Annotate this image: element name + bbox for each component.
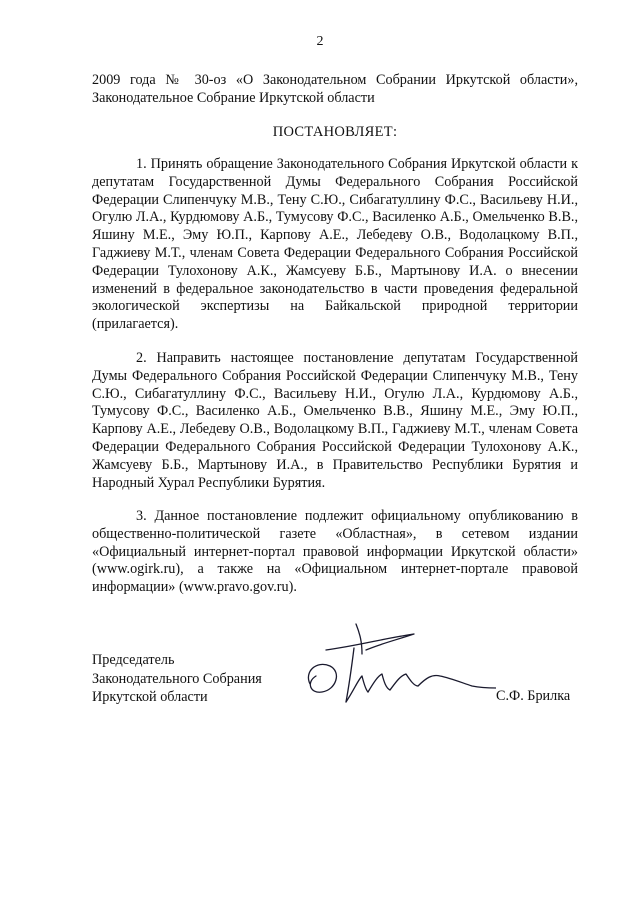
paragraph-1 bbox=[92, 156, 578, 334]
decree-heading: ПОСТАНОВЛЯЕТ: bbox=[272, 124, 398, 140]
intro-text: 2009 года № 30-оз «О Законодательном Собрании Иркутской области», Законодательное Собрание Иркутской области bbox=[92, 72, 578, 106]
signer-name: С.Ф. Брилка bbox=[496, 688, 571, 704]
signer-title-line-2: Законодательного Собрания bbox=[92, 670, 262, 687]
signer-title-line-3: Иркутской области bbox=[92, 689, 208, 705]
paragraph-2-text: 2. Направить настоящее постановление депутатам Государственной Думы Федерального Собрания Российской Федерации Слипенчуку М.В., Тену С.Ю., Сибагатуллину Ф.С., Васильеву Н.И., Огулю Л.А., Курдюмову А.Б., Тумусову Ф.С., Василенко А.Б., Омельченко В.В., Яшину М.Е., Эму Ю.П., Карпову А.Е., Лебедеву О.В., Водолацкому В.П., Гаджиеву М.Т., членам Совета Федерации Федерального Собрания Российской Федерации Тулохонову А.К., Жамсуеву Б.Б., Мартынову И.А., в Правительство Республики Бурятия и Народный Хурал Республики Бурятия. bbox=[92, 350, 578, 491]
handwritten-signature bbox=[296, 620, 496, 712]
page-number: 2 bbox=[316, 34, 324, 49]
paragraph-2 bbox=[92, 350, 578, 492]
paragraph-3 bbox=[92, 508, 578, 597]
paragraph-1-text: 1. Принять обращение Законодательного Собрания Иркутской области к депутатам Государственной Думы Федерального Собрания Российской Федерации Слипенчуку М.В., Тену С.Ю., Сибагатуллину Ф.С., Васильеву Н.И., Огулю Л.А., Курдюмову А.Б., Тумусову Ф.С., Василенко А.Б., Омельченко В.В., Яшину М.Е., Эму Ю.П., Карпову А.Е., Лебедеву О.В., Водолацкому В.П., Гаджиеву М.Т., членам Совета Федерации Федерального Собрания Российской Федерации Тулохонову А.К., Жамсуеву Б.Б., Мартынову И.А. о внесении изменений в федеральное законодательство в части проведения федеральной экологической экспертизы на Байкальской природной территории (прилагается). bbox=[92, 156, 578, 333]
paragraph-3-text: 3. Данное постановление подлежит официальному опубликованию в общественно-политической газете «Областная», в сетевом издании «Официальный интернет-портал правовой информации Иркутской области» (www.ogirk.ru), а также на «Официальном интернет-портале правовой информации» (www.pravo.gov.ru). bbox=[92, 508, 578, 596]
signer-title-line-1: Председатель bbox=[92, 652, 175, 668]
signer-title bbox=[92, 651, 262, 707]
